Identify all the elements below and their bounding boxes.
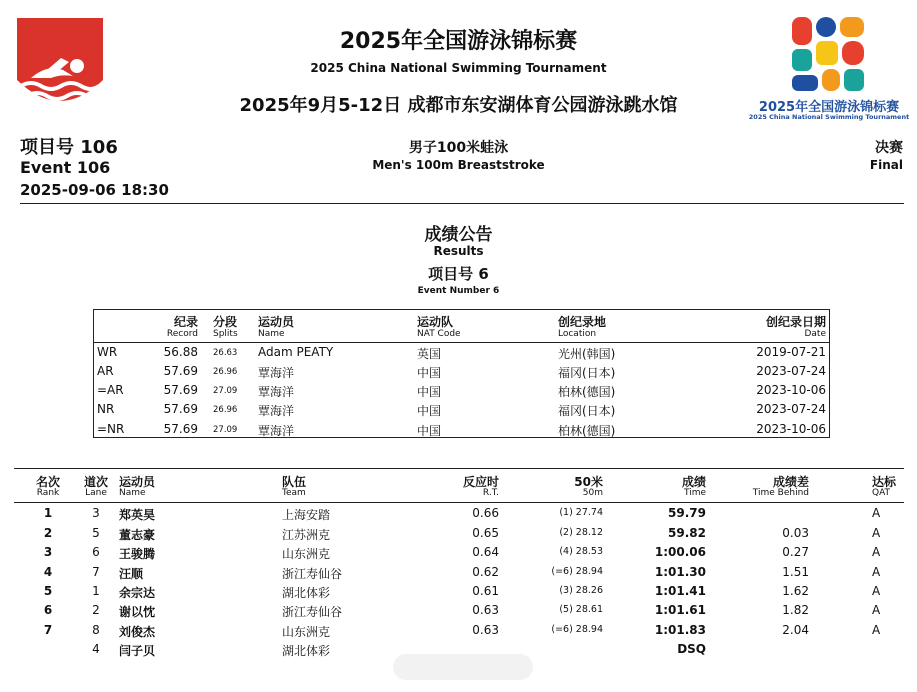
event-round-en: Final (869, 158, 903, 172)
rec-header-record-cn: 纪录 (173, 315, 198, 329)
res-header-lane-en: Lane (85, 488, 107, 498)
res-rank: 6 (43, 603, 53, 617)
rec-date: 2023-10-06 (756, 422, 826, 436)
res-qat: A (872, 526, 881, 540)
res-time-behind: 1.62 (782, 584, 809, 598)
res-header-behind-en: Time Behind (752, 488, 809, 498)
logo-caption-en: 2025 China National Swimming Tournament (748, 113, 910, 121)
res-time: 1:01.61 (654, 603, 706, 617)
res-reaction-time: 0.66 (472, 506, 499, 520)
res-lane: 1 (92, 584, 100, 598)
res-split-50m: (2) 28.12 (559, 527, 603, 538)
res-time: 1:01.30 (654, 565, 706, 579)
res-qat: A (872, 545, 881, 559)
tournament-emblem-icon (790, 15, 866, 93)
res-lane: 3 (92, 506, 100, 520)
rec-header-record-en: Record (166, 329, 198, 339)
results-top-divider (14, 468, 904, 469)
res-header-name-cn: 运动员 (119, 475, 156, 489)
rec-time: 57.69 (163, 402, 198, 416)
res-athlete: 郑英昊 (119, 508, 156, 522)
res-header-lane-cn: 道次 (83, 475, 108, 489)
res-reaction-time: 0.64 (472, 545, 499, 559)
res-time: 1:00.06 (654, 545, 706, 559)
res-split-50m: (=6) 28.94 (551, 624, 603, 635)
res-lane: 2 (92, 603, 100, 617)
rec-location: 福冈(日本) (558, 366, 616, 380)
res-header-qat-cn: 达标 (872, 475, 897, 489)
event-name-cn: 男子100米蛙泳 (408, 140, 509, 156)
res-rank: 3 (43, 545, 53, 559)
res-qat: A (872, 603, 881, 617)
tournament-logo (790, 15, 866, 93)
res-time: 1:01.83 (654, 623, 706, 637)
res-split-50m: (1) 27.74 (559, 507, 603, 518)
res-reaction-time: 0.62 (472, 565, 499, 579)
res-qat: A (872, 584, 881, 598)
res-lane: 6 (92, 545, 100, 559)
res-time: 59.82 (668, 526, 706, 540)
res-header-name-en: Name (119, 488, 146, 498)
res-reaction-time: 0.61 (472, 584, 499, 598)
res-qat: A (872, 506, 881, 520)
event-number-cn: 项目号 106 (20, 137, 118, 158)
records-table (93, 309, 830, 438)
res-split-50m: (=6) 28.94 (551, 566, 603, 577)
rec-time: 57.69 (163, 422, 198, 436)
rec-athlete: 覃海洋 (258, 385, 295, 399)
event-datetime: 2025-09-06 18:30 (20, 181, 169, 199)
res-header-50m-en: 50m (582, 488, 603, 498)
res-header-team-en: Team (282, 488, 306, 498)
rec-location: 光州(韩国) (558, 347, 616, 361)
rec-header-nat-cn: 运动队 (417, 315, 454, 329)
res-time: 1:01.41 (654, 584, 706, 598)
rec-split: 26.96 (213, 367, 238, 377)
res-header-50m-cn: 50米 (574, 475, 603, 489)
res-athlete: 汪顺 (119, 567, 144, 581)
res-lane: 7 (92, 565, 100, 579)
rec-time: 57.69 (163, 383, 198, 397)
res-reaction-time: 0.65 (472, 526, 499, 540)
res-time-behind: 2.04 (782, 623, 809, 637)
rec-header-location-en: Location (558, 329, 597, 339)
rec-date: 2023-10-06 (756, 383, 826, 397)
rec-split: 27.09 (213, 386, 238, 396)
res-time-behind: 1.82 (782, 603, 809, 617)
tournament-title-cn: 2025年全国游泳锦标赛 (339, 29, 578, 54)
rec-date: 2023-07-24 (756, 364, 826, 378)
rec-location: 柏林(德国) (558, 424, 616, 438)
rec-split: 26.63 (213, 348, 238, 358)
res-reaction-time: 0.63 (472, 623, 499, 637)
res-team: 湖北体彩 (282, 586, 331, 600)
event-number-en: Event 106 (20, 158, 111, 177)
rec-split: 26.96 (213, 405, 238, 415)
rec-date: 2019-07-21 (756, 345, 826, 359)
header-divider (20, 203, 904, 204)
event-no-cn: 项目号 6 (428, 265, 489, 283)
res-athlete: 余宗达 (119, 586, 156, 600)
res-qat: A (872, 565, 881, 579)
rec-athlete: 覃海洋 (258, 424, 295, 438)
res-athlete: 王骏腾 (119, 547, 156, 561)
rec-header-date-en: Date (804, 329, 826, 339)
res-split-50m: (5) 28.61 (559, 604, 603, 615)
rec-header-splits-cn: 分段 (213, 315, 238, 329)
res-header-rt-en: R.T. (482, 488, 499, 498)
res-header-rank-en: Rank (36, 488, 60, 498)
logo-caption-cn: 2025年全国游泳锦标赛 (758, 100, 900, 115)
res-athlete: 董志豪 (119, 528, 156, 542)
res-qat: A (872, 623, 881, 637)
tournament-venue: 2025年9月5-12日 成都市东安湖体育公园游泳跳水馆 (239, 95, 678, 116)
rec-nat: 中国 (417, 424, 442, 438)
event-round-cn: 决赛 (875, 140, 903, 156)
res-header-time-en: Time (683, 488, 706, 498)
res-rank: 5 (43, 584, 53, 598)
watermark-overlay (393, 654, 533, 680)
rec-split: 27.09 (213, 425, 238, 435)
res-header-behind-cn: 成绩差 (772, 475, 809, 489)
res-team: 浙江寿仙谷 (282, 567, 343, 581)
res-rank: 7 (43, 623, 53, 637)
res-header-time-cn: 成绩 (681, 475, 706, 489)
rec-location: 福冈(日本) (558, 404, 616, 418)
rec-time: 57.69 (163, 364, 198, 378)
res-split-50m: (3) 28.26 (559, 585, 603, 596)
event-name-en: Men's 100m Breaststroke (372, 158, 545, 172)
res-header-team-cn: 队伍 (282, 475, 307, 489)
results-title-en: Results (433, 244, 484, 258)
event-no-en: Event Number 6 (417, 286, 500, 296)
rec-type: =AR (97, 383, 124, 397)
res-header-rank-cn: 名次 (35, 475, 60, 489)
rec-nat: 中国 (417, 385, 442, 399)
res-rank: 4 (43, 565, 53, 579)
res-team: 上海安踏 (282, 508, 331, 522)
rec-header-name-cn: 运动员 (258, 315, 295, 329)
res-time-behind: 1.51 (782, 565, 809, 579)
rec-nat: 英国 (417, 347, 442, 361)
rec-header-date-cn: 创纪录日期 (765, 315, 826, 329)
res-athlete: 谢以忱 (119, 605, 156, 619)
res-header-rt-cn: 反应时 (462, 475, 499, 489)
records-header-divider (93, 342, 830, 343)
res-team: 山东洲克 (282, 625, 331, 639)
rec-type: AR (97, 364, 114, 378)
rec-header-nat-en: NAT Code (417, 329, 461, 339)
rec-header-location-cn: 创纪录地 (558, 315, 607, 329)
rec-header-splits-en: Splits (213, 329, 238, 339)
res-split-50m: (4) 28.53 (559, 546, 603, 557)
res-team: 浙江寿仙谷 (282, 605, 343, 619)
res-lane: 8 (92, 623, 100, 637)
res-time: DSQ (677, 642, 706, 656)
results-title-cn: 成绩公告 (424, 225, 493, 245)
res-rank: 1 (43, 506, 53, 520)
res-team: 湖北体彩 (282, 644, 331, 658)
res-athlete: 闫子贝 (119, 644, 156, 658)
res-lane: 4 (92, 642, 100, 656)
rec-nat: 中国 (417, 404, 442, 418)
res-header-qat-en: QAT (872, 488, 891, 498)
results-header-divider (14, 502, 904, 503)
res-team: 山东洲克 (282, 547, 331, 561)
rec-type: WR (97, 345, 118, 359)
res-time: 59.79 (668, 506, 706, 520)
rec-date: 2023-07-24 (756, 402, 826, 416)
rec-nat: 中国 (417, 366, 442, 380)
rec-type: =NR (97, 422, 125, 436)
res-lane: 5 (92, 526, 100, 540)
rec-location: 柏林(德国) (558, 385, 616, 399)
res-time-behind: 0.27 (782, 545, 809, 559)
rec-athlete: Adam PEATY (258, 345, 334, 359)
res-rank: 2 (43, 526, 53, 540)
res-athlete: 刘俊杰 (119, 625, 156, 639)
res-team: 江苏洲克 (282, 528, 331, 542)
rec-time: 56.88 (163, 345, 198, 359)
res-reaction-time: 0.63 (472, 603, 499, 617)
res-time-behind: 0.03 (782, 526, 809, 540)
rec-header-name-en: Name (258, 329, 285, 339)
rec-type: NR (97, 402, 115, 416)
rec-athlete: 覃海洋 (258, 404, 295, 418)
tournament-title-en: 2025 China National Swimming Tournament (310, 61, 607, 75)
rec-athlete: 覃海洋 (258, 366, 295, 380)
